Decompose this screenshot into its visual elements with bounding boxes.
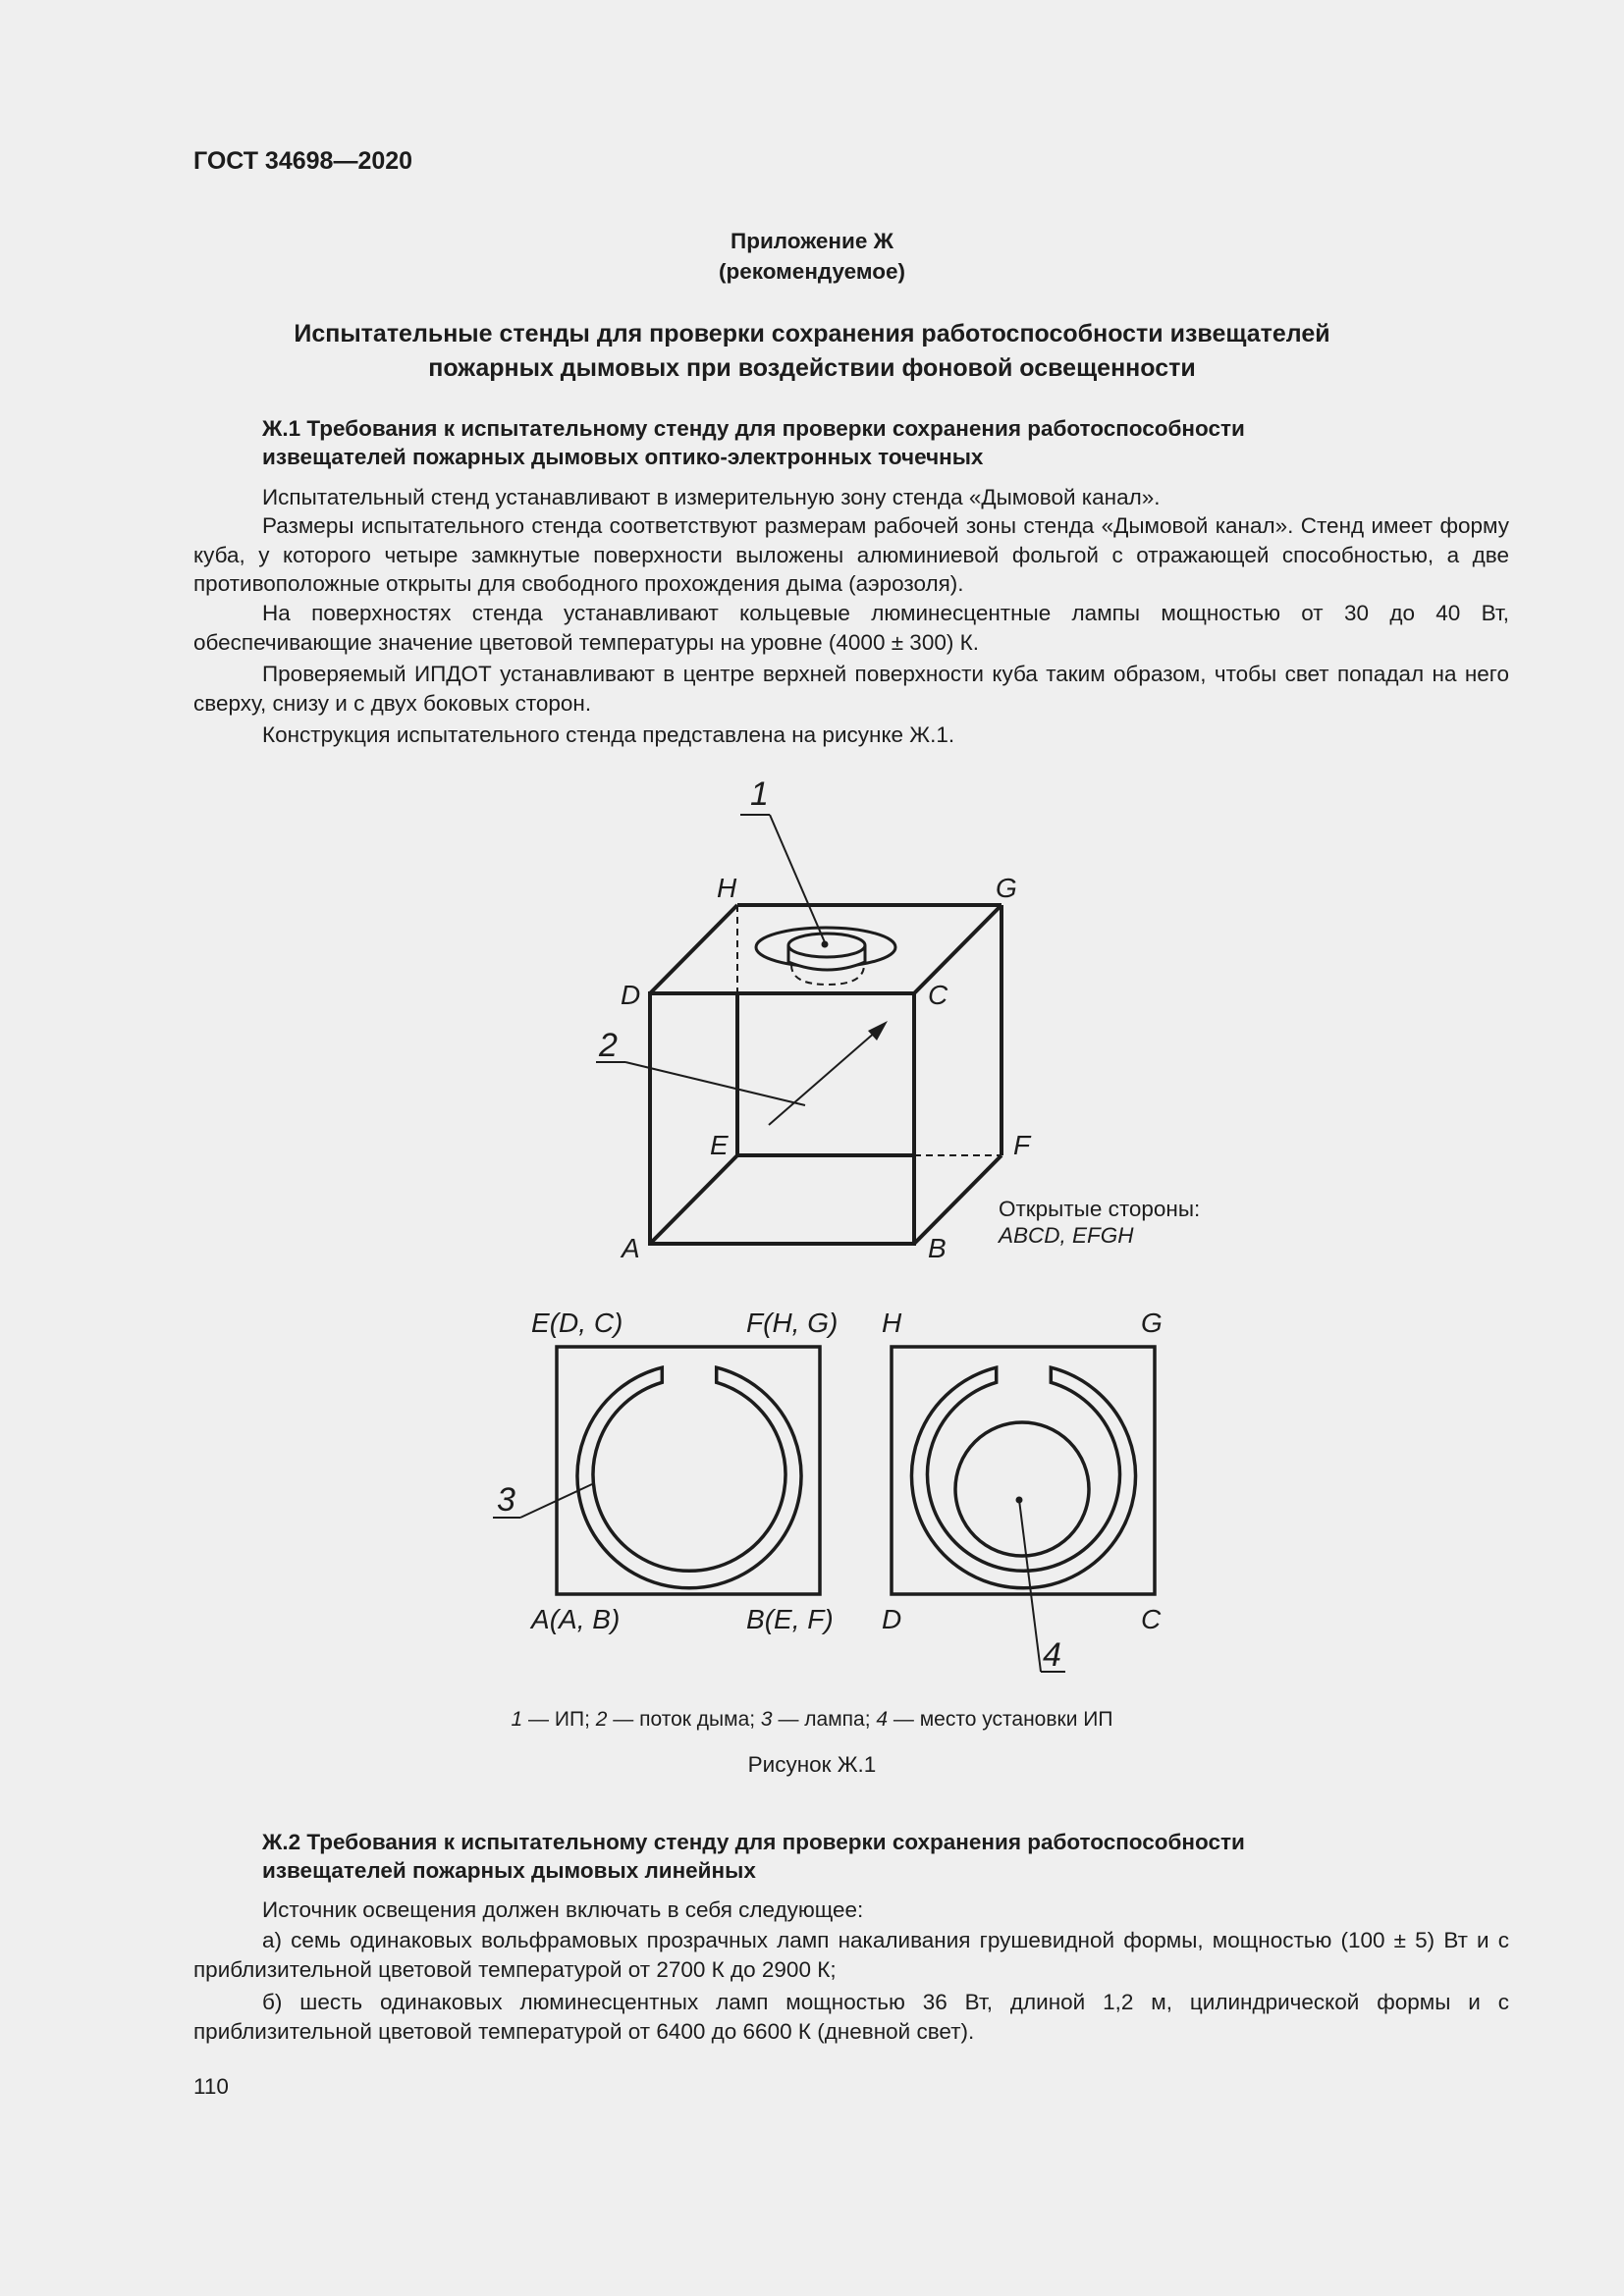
cube-vertex-label-g: G (996, 873, 1017, 903)
appendix-status: (рекомендуемое) (719, 259, 905, 284)
left-view-drawing (557, 1347, 820, 1594)
left-view-label-bottom-left: A(A, B) (531, 1604, 621, 1634)
right-view-inner-ring (955, 1422, 1089, 1556)
right-view-drawing (892, 1347, 1155, 1594)
cube-vertex-label-h: H (717, 873, 737, 903)
callout-1-dot (823, 942, 828, 947)
cube-vertex-label-d: D (621, 980, 641, 1010)
smoke-flow-arrowhead (868, 1021, 888, 1041)
callout-1-leader (770, 815, 825, 942)
figure-key: 1 — ИП; 2 — поток дыма; 3 — лампа; 4 — место установки ИП (511, 1708, 1113, 1731)
right-view-label-g: G (1141, 1308, 1163, 1338)
cube-edge-dh (650, 905, 737, 993)
main-title-line-1: Испытательные стенды для проверки сохранения работоспособности извещателей (294, 320, 1330, 347)
open-sides-note (999, 1196, 1200, 1249)
left-view-label-top-right: F(H, G) (746, 1308, 839, 1338)
paragraph: Источник освещения должен включать в себя следующее: (262, 1897, 864, 1922)
right-view-label-c: C (1141, 1604, 1162, 1634)
paragraph: Размеры испытательного стенда соответствуют размерам рабочей зоны стенда «Дымовой канал». Стенд имеет форму куба, у которого четыре замкнутые поверхности выложены алюминиевой фольгой с отражающей способностью, а две противоположные открыты для свободного прохождения дыма (аэрозоля). (193, 513, 1509, 596)
main-title-line-2: пожарных дымовых при воздействии фоновой освещенности (428, 354, 1196, 382)
section-2-heading (262, 1828, 1509, 1885)
cube-edge-ae (650, 1155, 737, 1244)
callout-number-1: 1 (750, 775, 769, 813)
callout-number-4: 4 (1043, 1636, 1061, 1674)
cube-vertex-label-b: B (928, 1233, 947, 1263)
callout-2-leader (625, 1062, 805, 1105)
right-view-label-h: H (882, 1308, 902, 1338)
left-view-label-top-left: E(D, C) (531, 1308, 623, 1338)
cube-vertex-label-e: E (710, 1130, 729, 1160)
callout-number-3: 3 (497, 1481, 515, 1519)
smoke-flow-arrow (769, 1025, 884, 1125)
detector-on-top (756, 928, 895, 970)
section-1-heading-line-1: Ж.1 Требования к испытательному стенду для проверки сохранения работоспособности (262, 416, 1245, 441)
left-view-frame (557, 1347, 820, 1594)
section-2-heading-line-1: Ж.2 Требования к испытательному стенду для проверки сохранения работоспособности (262, 1830, 1245, 1854)
right-view-label-d: D (882, 1604, 902, 1634)
cube-edge-bf (914, 1155, 1001, 1244)
document-code: ГОСТ 34698—2020 (193, 147, 413, 175)
section-1-heading-line-2: извещателей пожарных дымовых оптико-электронных точечных (262, 445, 984, 469)
cube-vertex-label-a: A (622, 1233, 640, 1263)
paragraph: б) шесть одинаковых люминесцентных ламп мощностью 36 Вт, длиной 1,2 м, цилиндрической формы и с приблизительной цветовой температурой от 6400 до 6600 К (дневной свет). (193, 1990, 1509, 2044)
paragraph: а) семь одинаковых вольфрамовых прозрачных ламп накаливания грушевидной формы, мощностью (100 ± 5) Вт и с приблизительной цветовой температурой от 2700 К до 2900 К; (193, 1928, 1509, 1982)
open-sides-value: ABCD, EFGH (999, 1223, 1134, 1248)
open-sides-label: Открытые стороны: (999, 1197, 1201, 1221)
paragraph: На поверхностях стенда устанавливают кольцевые люминесцентные лампы мощностью от 30 до 40 Вт, обеспечивающие значение цветовой температуры на уровне (4000 ± 300) К. (193, 601, 1509, 655)
section-2-heading-line-2: извещателей пожарных дымовых линейных (262, 1858, 756, 1883)
callout-number-2: 2 (599, 1027, 618, 1064)
figure-caption: Рисунок Ж.1 (747, 1752, 877, 1777)
paragraph: Конструкция испытательного стенда представлена на рисунке Ж.1. (262, 722, 955, 747)
appendix-title: Приложение Ж (731, 229, 893, 253)
cube-vertex-label-c: C (928, 980, 948, 1010)
paragraph: Проверяемый ИПДОТ устанавливают в центре верхней поверхности куба таким образом, чтобы свет попадал на него сверху, снизу и с двух боковых сторон. (193, 662, 1509, 716)
cube-vertex-label-f: F (1013, 1130, 1031, 1160)
left-view-ring-lamp (577, 1367, 801, 1588)
left-view-label-bottom-right: B(E, F) (746, 1604, 834, 1634)
page-number: 110 (193, 2074, 229, 2099)
paragraph: Испытательный стенд устанавливают в измерительную зону стенда «Дымовой канал». (262, 485, 1161, 509)
